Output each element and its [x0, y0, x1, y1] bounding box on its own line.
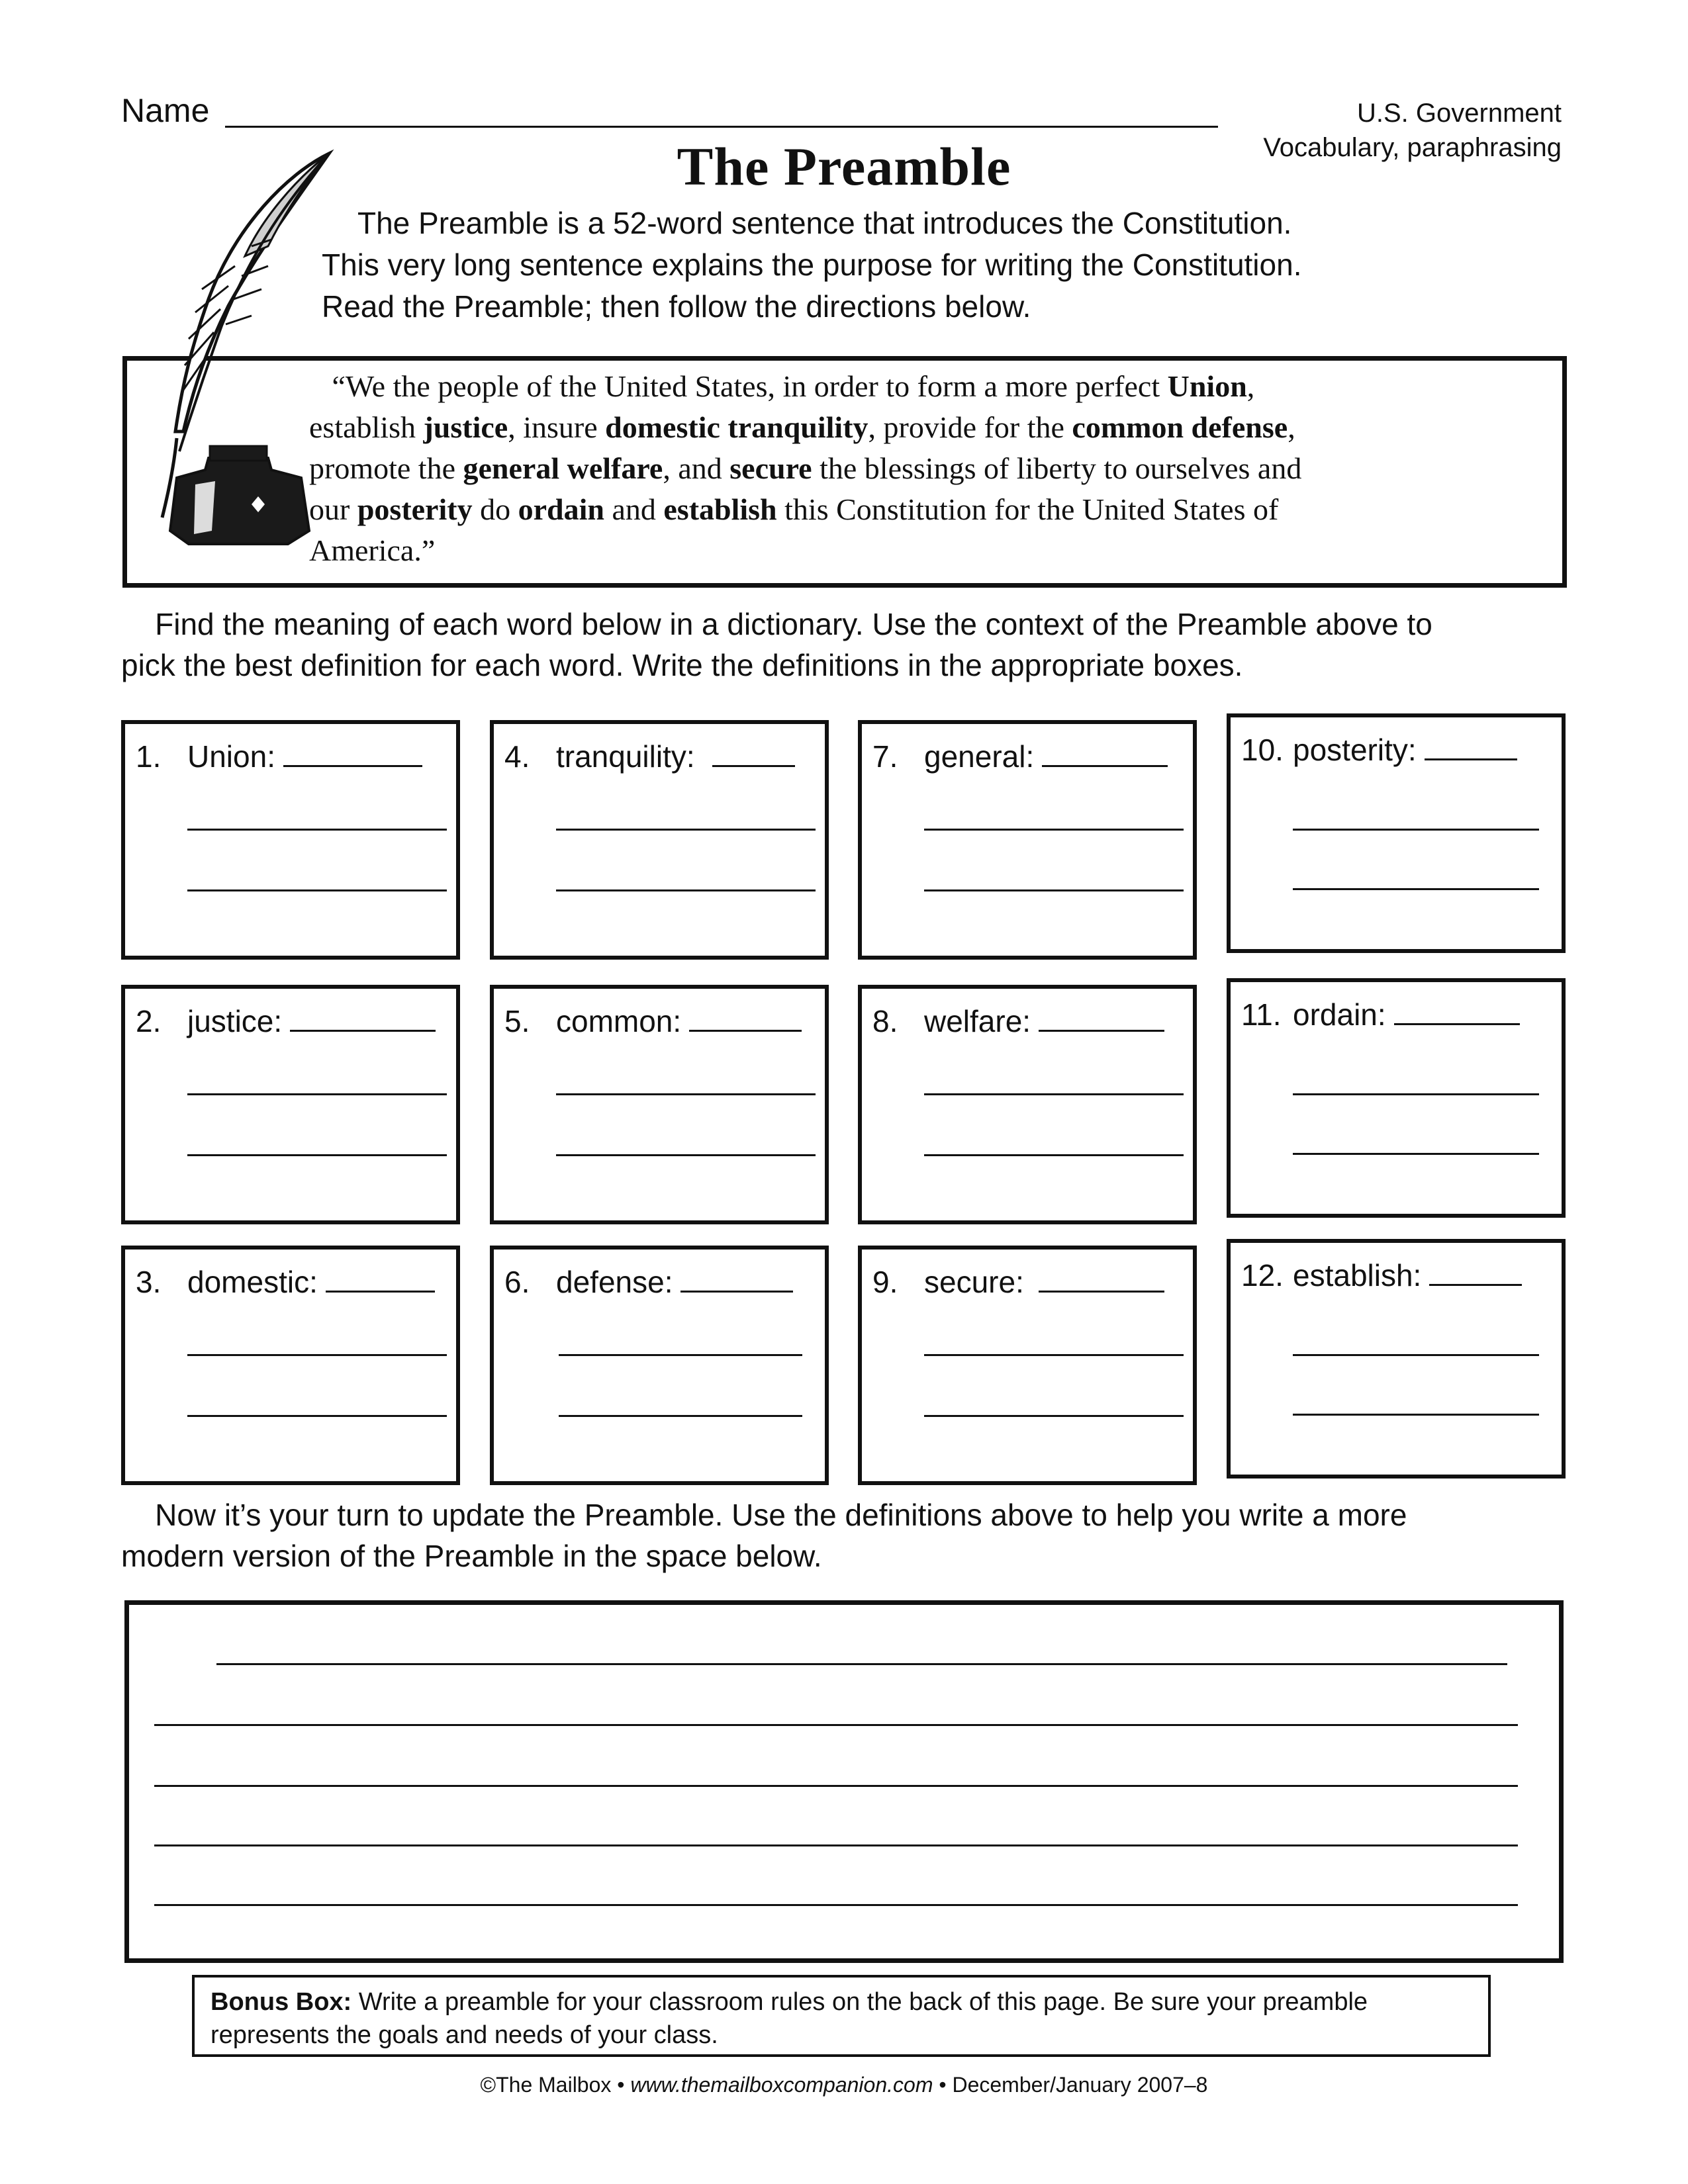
- rewrite-text: Now it’s your turn to update the Preamble. Use the definitions above to help you write a more: [155, 1498, 1407, 1532]
- vocab-label: [1241, 732, 1517, 768]
- subject-tag: [1263, 96, 1562, 165]
- vocab-box-posterity: [1227, 713, 1566, 953]
- vocab-word: posterity:: [1293, 733, 1417, 767]
- quote-keyword: ordain: [518, 492, 604, 526]
- answer-line[interactable]: [1293, 888, 1539, 890]
- rewrite-line-1: [121, 1494, 1577, 1535]
- vocab-number: 5.: [504, 1004, 530, 1038]
- answer-line[interactable]: [556, 889, 816, 891]
- answer-blank[interactable]: [689, 1005, 802, 1032]
- answer-line[interactable]: [559, 1354, 802, 1356]
- answer-line[interactable]: [924, 1154, 1184, 1156]
- answer-blank[interactable]: [1042, 740, 1168, 767]
- vocab-label: [136, 1264, 435, 1300]
- quote-text: , insure: [508, 410, 606, 444]
- quote-line-3: [309, 448, 1547, 489]
- quote-keyword: posterity: [357, 492, 473, 526]
- vocab-box-tranquility: [490, 720, 829, 960]
- writing-line[interactable]: [216, 1663, 1507, 1665]
- quote-keyword: Union: [1167, 369, 1247, 403]
- footer-issue: • December/January 2007–8: [933, 2073, 1208, 2097]
- vocab-label: [1241, 1257, 1522, 1293]
- quote-text: , provide for the: [868, 410, 1072, 444]
- vocab-label: [504, 1264, 793, 1300]
- quote-text: promote the: [309, 451, 463, 485]
- writing-line[interactable]: [154, 1724, 1518, 1726]
- writing-line[interactable]: [154, 1844, 1518, 1846]
- vocab-number: 7.: [872, 739, 898, 774]
- quote-line-5: America.”: [309, 533, 436, 567]
- writing-area[interactable]: [124, 1600, 1564, 1963]
- subject-line-2: Vocabulary, paraphrasing: [1263, 133, 1562, 162]
- answer-line[interactable]: [924, 1415, 1184, 1417]
- quote-keyword: domestic tranquility: [605, 410, 868, 444]
- quote-keyword: common defense: [1072, 410, 1288, 444]
- writing-line[interactable]: [154, 1785, 1518, 1787]
- answer-blank[interactable]: [1425, 733, 1517, 760]
- vocab-number: 2.: [136, 1004, 162, 1038]
- answer-blank[interactable]: [1039, 1265, 1164, 1293]
- vocab-label: [136, 739, 422, 774]
- answer-line[interactable]: [556, 1093, 816, 1095]
- answer-line[interactable]: [187, 1415, 447, 1417]
- answer-blank[interactable]: [283, 740, 422, 767]
- vocab-label: [1241, 997, 1520, 1032]
- answer-line[interactable]: [1293, 1414, 1539, 1416]
- intro-paragraph: [322, 203, 1447, 328]
- answer-line[interactable]: [556, 829, 816, 831]
- vocab-box-establish: [1227, 1239, 1566, 1479]
- vocab-box-justice: [121, 985, 460, 1224]
- vocab-word: common:: [556, 1004, 682, 1038]
- directions-line-2: pick the best definition for each word. Write the definitions in the appropriate boxes.: [121, 648, 1243, 682]
- vocab-box-general: [858, 720, 1197, 960]
- answer-line[interactable]: [924, 889, 1184, 891]
- preamble-quote: [309, 366, 1547, 571]
- intro-line-3: Read the Preamble; then follow the directions below.: [322, 289, 1031, 324]
- answer-line[interactable]: [1293, 1093, 1539, 1095]
- vocab-number: 6.: [504, 1265, 530, 1299]
- intro-line-2: This very long sentence explains the purpose for writing the Constitution.: [322, 248, 1302, 282]
- subject-line-1: U.S. Government: [1356, 99, 1562, 128]
- answer-blank[interactable]: [1429, 1259, 1522, 1286]
- answer-blank[interactable]: [1039, 1005, 1164, 1032]
- vocab-number: 3.: [136, 1265, 162, 1299]
- vocab-box-defense: [490, 1246, 829, 1485]
- answer-line[interactable]: [924, 829, 1184, 831]
- answer-blank[interactable]: [712, 740, 795, 767]
- vocab-word: tranquility:: [556, 739, 695, 774]
- answer-line[interactable]: [556, 1154, 816, 1156]
- answer-line[interactable]: [187, 1354, 447, 1356]
- answer-line[interactable]: [924, 1354, 1184, 1356]
- quote-keyword: secure: [729, 451, 812, 485]
- bonus-text: Write a preamble for your classroom rules on the back of this page. Be sure your preamble represents the goals and needs of your class.: [211, 1988, 1368, 2049]
- vocab-number: 1.: [136, 739, 162, 774]
- directions-paragraph: [121, 604, 1577, 686]
- quote-text: our: [309, 492, 357, 526]
- answer-line[interactable]: [1293, 829, 1539, 831]
- vocab-number: 12.: [1241, 1258, 1284, 1293]
- vocab-number: 11.: [1241, 997, 1282, 1032]
- vocab-box-union: [121, 720, 460, 960]
- answer-line[interactable]: [924, 1093, 1184, 1095]
- quote-text: this Constitution for the United States of: [776, 492, 1279, 526]
- name-label: Name: [121, 92, 210, 129]
- answer-line[interactable]: [1293, 1354, 1539, 1356]
- quote-line-2: [309, 407, 1547, 448]
- quote-keyword: establish: [663, 492, 777, 526]
- vocab-label: [872, 1264, 1164, 1300]
- rewrite-line-2: modern version of the Preamble in the space below.: [121, 1539, 822, 1573]
- quote-text: “We the people of the United States, in order to form a more perfect: [332, 369, 1168, 403]
- vocab-box-common: [490, 985, 829, 1224]
- answer-line[interactable]: [187, 1154, 447, 1156]
- vocab-label: [872, 1003, 1164, 1039]
- vocab-number: 4.: [504, 739, 530, 774]
- quote-keyword: general welfare: [463, 451, 663, 485]
- vocab-word: secure:: [924, 1265, 1024, 1299]
- vocab-word: domestic:: [187, 1265, 318, 1299]
- writing-line[interactable]: [154, 1904, 1518, 1906]
- quote-line-1: [309, 366, 1547, 407]
- quote-text: , and: [663, 451, 730, 485]
- vocab-box-domestic: [121, 1246, 460, 1485]
- vocab-word: general:: [924, 739, 1035, 774]
- quote-text: establish: [309, 410, 424, 444]
- vocab-label: [504, 1003, 802, 1039]
- vocab-word: Union:: [187, 739, 275, 774]
- footer-publisher: ©The Mailbox •: [480, 2073, 631, 2097]
- quote-text: ,: [1246, 369, 1255, 403]
- quote-keyword: justice: [423, 410, 508, 444]
- quote-line-4: [309, 489, 1547, 530]
- vocab-number: 8.: [872, 1004, 898, 1038]
- page-title: The Preamble: [677, 136, 1011, 197]
- answer-blank[interactable]: [680, 1265, 793, 1293]
- quill-inkwell-icon: [136, 147, 341, 557]
- answer-blank[interactable]: [290, 1005, 436, 1032]
- intro-line-1: The Preamble is a 52-word sentence that introduces the Constitution.: [357, 206, 1292, 240]
- vocab-word: establish:: [1293, 1258, 1422, 1293]
- quote-text: and: [604, 492, 664, 526]
- vocab-word: ordain:: [1293, 997, 1386, 1032]
- quote-text: do: [472, 492, 518, 526]
- answer-line[interactable]: [187, 829, 447, 831]
- directions-text: Find the meaning of each word below in a dictionary. Use the context of the Preamble above to: [155, 607, 1432, 641]
- vocab-box-secure: [858, 1246, 1197, 1485]
- vocab-word: welfare:: [924, 1004, 1031, 1038]
- answer-line[interactable]: [187, 889, 447, 891]
- answer-line[interactable]: [187, 1093, 447, 1095]
- answer-blank[interactable]: [326, 1265, 435, 1293]
- vocab-word: defense:: [556, 1265, 673, 1299]
- directions-line-1: [121, 604, 1577, 645]
- vocab-label: [872, 739, 1168, 774]
- name-field[interactable]: [225, 126, 1218, 128]
- vocab-label: [504, 739, 795, 774]
- quote-text: ,: [1288, 410, 1295, 444]
- vocab-label: [136, 1003, 436, 1039]
- bonus-box: [192, 1975, 1491, 2057]
- answer-blank[interactable]: [1394, 998, 1520, 1025]
- vocab-box-ordain: [1227, 978, 1566, 1218]
- bonus-label: Bonus Box:: [211, 1988, 352, 2016]
- quote-text: the blessings of liberty to ourselves and: [812, 451, 1302, 485]
- vocab-number: 10.: [1241, 733, 1284, 767]
- rewrite-instructions: [121, 1494, 1577, 1576]
- vocab-box-welfare: [858, 985, 1197, 1224]
- answer-line[interactable]: [559, 1415, 802, 1417]
- vocab-word: justice:: [187, 1004, 283, 1038]
- answer-line[interactable]: [1293, 1153, 1539, 1155]
- footer-url: www.themailboxcompanion.com: [630, 2073, 933, 2097]
- vocab-number: 9.: [872, 1265, 898, 1299]
- footer: [0, 2073, 1688, 2097]
